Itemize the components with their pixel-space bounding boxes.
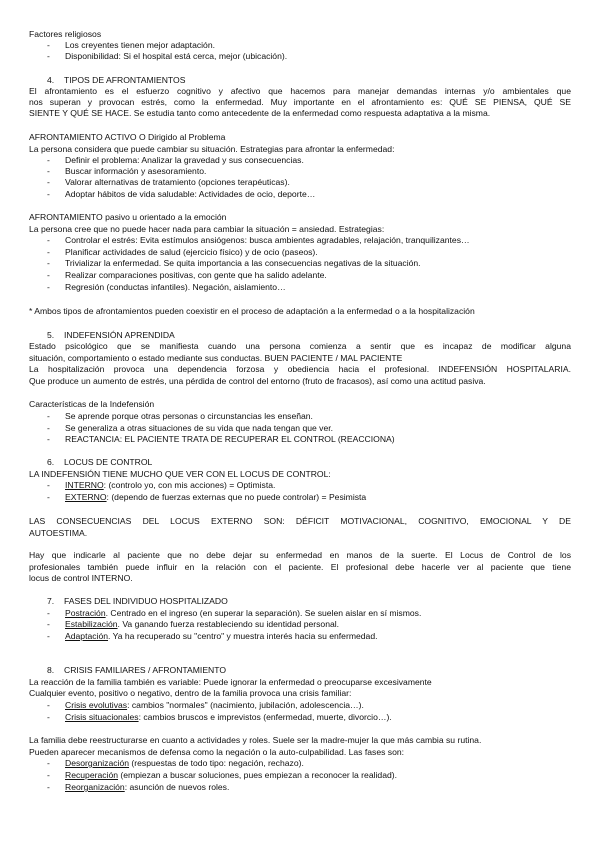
paragraph-line: La familia debe reestructurarse en cuanto a actividades y roles. Suele ser la madre-mujer la que más cambia su rutina. [29,735,482,745]
section-8-heading: 8. CRISIS FAMILIARES / AFRONTAMIENTO [47,665,227,675]
paragraph-line: Que produce un aumento de estrés, una pérdida de control del entorno (fruto de fracasos), así como una actitud pasiva. [29,376,486,386]
list-item: - Regresión (conductas infantiles). Negación, aislamiento… [47,282,286,292]
paragraph-line: profesionales también puede influir en la relación con el paciente. El profesional debe hacerle ver al paciente que tiene [29,562,571,572]
list-item: - Trivializar la enfermedad. Se quita importancia a las consecuencias negativas de la situación. [47,258,421,268]
list-item: - Reorganización: asunción de nuevos roles. [47,782,230,792]
list-item: - Crisis evolutivas: cambios "normales" (nacimiento, jubilación, adolescencia…). [47,700,364,710]
section-7-heading: 7. FASES DEL INDIVIDUO HOSPITALIZADO [47,596,228,606]
paragraph-line: El afrontamiento es el esfuerzo cognitivo y afectivo que hacemos para manejar demandas internas y/o ambientales que [29,86,571,96]
list-item: - Se aprende porque otras personas o circunstancias les enseñan. [47,411,313,421]
list-item: - Definir el problema: Analizar la gravedad y sus consecuencias. [47,155,304,165]
locus-intro: LA INDEFENSIÓN TIENE MUCHO QUE VER CON EL LOCUS DE CONTROL: [29,469,331,479]
paragraph-line: SIENTE Y QUÉ SE HACE. Se estudia tanto como antecedente de la enfermedad como respuesta adaptativa a la misma. [29,108,491,118]
list-item: - Valorar alternativas de tratamiento (opciones terapéuticas). [47,177,290,187]
section-5-heading: 5. INDEFENSIÓN APRENDIDA [47,330,175,340]
list-item: - Crisis situacionales: cambios bruscos e imprevistos (enfermedad, muerte, divorcio…). [47,712,392,722]
list-item: - Planificar actividades de salud (ejercicio físico) y de ocio (paseos). [47,247,318,257]
afrontamiento-pasivo-intro: La persona cree que no puede hacer nada para cambiar la situación = ansiedad. Estrategias: [29,224,385,234]
paragraph-line: locus de control INTERNO. [29,573,133,583]
paragraph-line: Hay que indicarle al paciente que no debe dejar su enfermedad en manos de la suerte. El Locus de Control de los [29,550,571,560]
afrontamiento-activo-heading: AFRONTAMIENTO ACTIVO O Dirigido al Problema [29,132,226,142]
list-item: - REACTANCIA: EL PACIENTE TRATA DE RECUPERAR EL CONTROL (REACCIONA) [47,434,395,444]
list-item: - Se generaliza a otras situaciones de su vida que nada tengan que ver. [47,423,334,433]
list-item: - Buscar información y asesoramiento. [47,166,207,176]
paragraph-line: Cualquier evento, positivo o negativo, dentro de la familia provoca una crisis familiar: [29,688,352,698]
consecuencias-line: LAS CONSECUENCIAS DEL LOCUS EXTERNO SON: DÉFICIT MOTIVACIONAL, COGNITIVO, EMOCIONAL Y DE [29,516,571,526]
list-item: - Adaptación. Ya ha recuperado su "centro" y muestra interés hacia su enfermedad. [47,631,378,641]
list-item: - Desorganización (respuestas de todo tipo: negación, rechazo). [47,758,304,768]
list-item: - Adoptar hábitos de vida saludable: Actividades de ocio, deporte… [47,189,316,199]
paragraph-line: La hospitalización provoca una dependencia forzosa y obediencia hacia el profesional. INDEFENSIÓN HOSPITALARIA. [29,364,571,374]
list-item: - Los creyentes tienen mejor adaptación. [47,40,216,50]
consecuencias-line: AUTOESTIMA. [29,528,88,538]
list-item: - EXTERNO: (dependo de fuerzas externas que no puede controlar) = Pesimista [47,492,367,502]
footnote: * Ambos tipos de afrontamientos pueden coexistir en el proceso de adaptación a la enfermedad o a la hospitalización [29,306,475,316]
list-item: - Realizar comparaciones positivas, con gente que ha salido adelante. [47,270,327,280]
paragraph-line: Estado psicológico que se manifiesta cuando una persona comienza a sentir que es incapaz de modificar alguna [29,341,571,351]
list-item: - Controlar el estrés: Evita estímulos ansiógenos: busca ambientes agradables, relajación, tranquilizantes… [47,235,470,245]
paragraph-line: nos superan y provocan estrés, como la enfermedad. Muy importante en el afrontamiento es: QUÉ SE PIENSA, QUÉ SE [29,97,571,107]
list-item: - Disponibilidad: Si el hospital está cerca, mejor (ubicación). [47,51,288,61]
paragraph-line: Pueden aparecer mecanismos de defensa como la negación o la auto-culpabilidad. Las fases son: [29,747,405,757]
section-6-heading: 6. LOCUS DE CONTROL [47,457,153,467]
paragraph-line: La reacción de la familia también es variable: Puede ignorar la enfermedad o preocuparse excesivamente [29,677,432,687]
section-4-heading: 4. TIPOS DE AFRONTAMIENTOS [47,75,186,85]
paragraph-line: situación, comportamiento o estado mediante sus conductas. BUEN PACIENTE / MAL PACIENTE [29,353,403,363]
list-item: - Estabilización. Va ganando fuerza restableciendo su identidad personal. [47,619,340,629]
afrontamiento-activo-intro: La persona considera que puede cambiar su situación. Estrategias para afrontar la enfermedad: [29,144,395,154]
afrontamiento-pasivo-heading: AFRONTAMIENTO pasivo u orientado a la emoción [29,212,227,222]
factores-religiosos-heading: Factores religiosos [29,29,102,39]
caracteristicas-heading: Características de la Indefensión [29,399,155,409]
list-item: - Postración. Centrado en el ingreso (en superar la separación). Se suelen aislar en sí mismos. [47,608,422,618]
list-item: - Recuperación (empiezan a buscar soluciones, pues empiezan a reconocer la realidad). [47,770,398,780]
list-item: - INTERNO: (controlo yo, con mis acciones) = Optimista. [47,480,276,490]
